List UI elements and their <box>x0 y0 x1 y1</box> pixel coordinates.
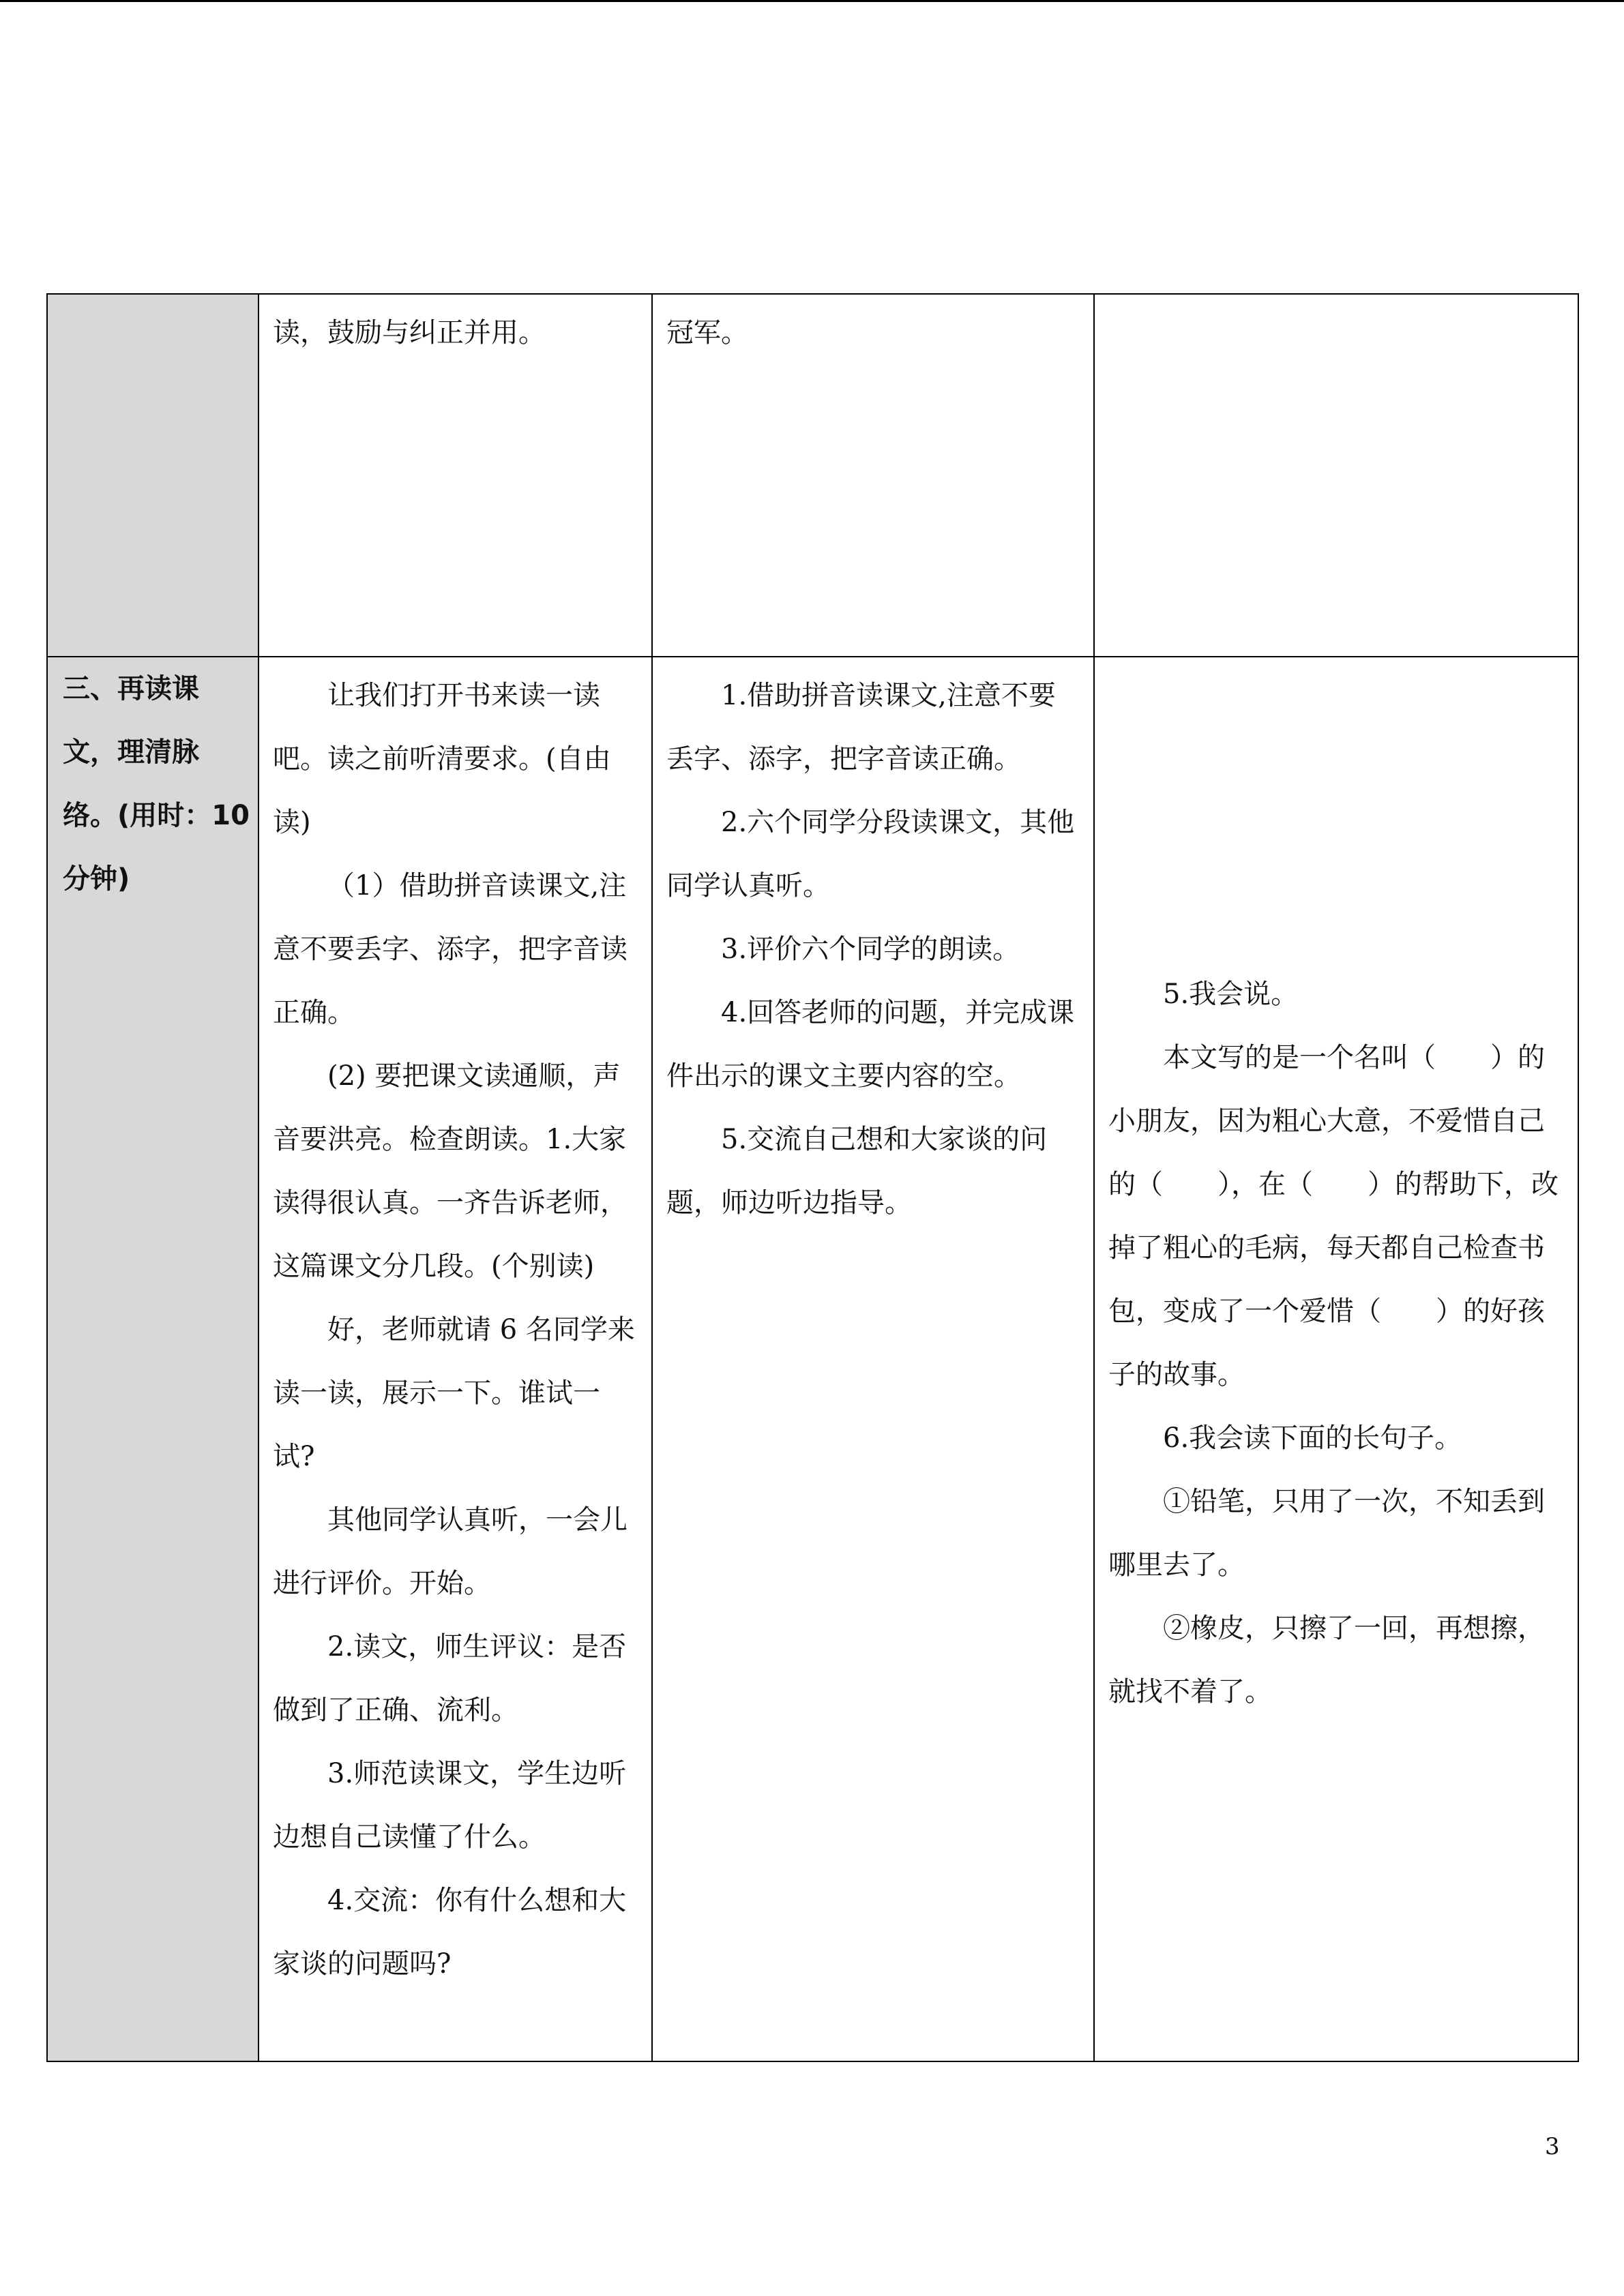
table-row <box>47 657 1578 2061</box>
exercise-paragraph: 5.我会说。 <box>1163 979 1299 1010</box>
teacher-activity-cell <box>259 294 652 657</box>
teacher-paragraph: 让我们打开书来读一读吧。读之前听清要求。(自由读) <box>273 680 611 838</box>
exercise-cell <box>1094 294 1578 657</box>
table-row <box>47 294 1578 657</box>
student-activity-cell <box>652 657 1094 2061</box>
exercise-paragraph: ①铅笔，只用了一次，不知丢到哪里去了。 <box>1108 1486 1545 1581</box>
exercise-paragraph: 本文写的是一个名叫（ ）的小朋友，因为粗心大意，不爱惜自己的（ ），在（ ）的帮助下，改掉了粗心的毛病，每天都自己检查书包，变成了一个爱惜（ ）的好孩子的故事。 <box>1108 1042 1559 1390</box>
page-number: 3 <box>1545 2133 1560 2160</box>
teacher-paragraph: 其他同学认真听，一会儿进行评价。开始。 <box>273 1504 628 1599</box>
student-paragraph: 1.借助拼音读课文,注意不要丢字、添字，把字音读正确。 <box>666 680 1056 775</box>
exercise-paragraph: 6.我会读下面的长句子。 <box>1163 1422 1462 1454</box>
teacher-paragraph: （1）借助拼音读课文,注意不要丢字、添字，把字音读正确。 <box>273 870 628 1028</box>
stage-cell-empty <box>47 294 259 657</box>
student-paragraph: 3.评价六个同学的朗读。 <box>721 934 1020 965</box>
teacher-paragraph: 4.交流：你有什么想和大家谈的问题吗? <box>273 1885 627 1980</box>
teacher-text: 读，鼓励与纠正并用。 <box>273 317 546 348</box>
student-paragraph: 4.回答老师的问题，并完成课件出示的课文主要内容的空。 <box>666 997 1075 1092</box>
teacher-paragraph: 2.读文，师生评议：是否做到了正确、流利。 <box>273 1631 627 1726</box>
teacher-activity-cell <box>259 657 652 2061</box>
teacher-paragraph: (2) 要把课文读通顺，声音要洪亮。检查朗读。1.大家读得很认真。一齐告诉老师，这篇课文分几段。(个别读) <box>273 1060 628 1282</box>
teacher-paragraph: 3.师范读课文，学生边听边想自己读懂了什么。 <box>273 1758 627 1853</box>
exercise-paragraph: ②橡皮，只擦了一回，再想擦，就找不着了。 <box>1108 1613 1545 1708</box>
stage-title: 三、再读课文，理清脉络。(用时：10分钟) <box>63 673 250 895</box>
lesson-plan-table <box>46 293 1579 2062</box>
student-paragraph: 2.六个同学分段读课文，其他同学认真听。 <box>666 807 1075 901</box>
student-paragraph: 5.交流自己想和大家谈的问题，师边听边指导。 <box>666 1124 1048 1219</box>
student-activity-cell <box>652 294 1094 657</box>
top-border-line <box>0 0 1624 2</box>
student-text: 冠军。 <box>666 317 748 348</box>
exercise-cell <box>1094 657 1578 2061</box>
stage-cell <box>47 657 259 2061</box>
teacher-paragraph: 好，老师就请 6 名同学来读一读，展示一下。谁试一试? <box>273 1314 635 1472</box>
